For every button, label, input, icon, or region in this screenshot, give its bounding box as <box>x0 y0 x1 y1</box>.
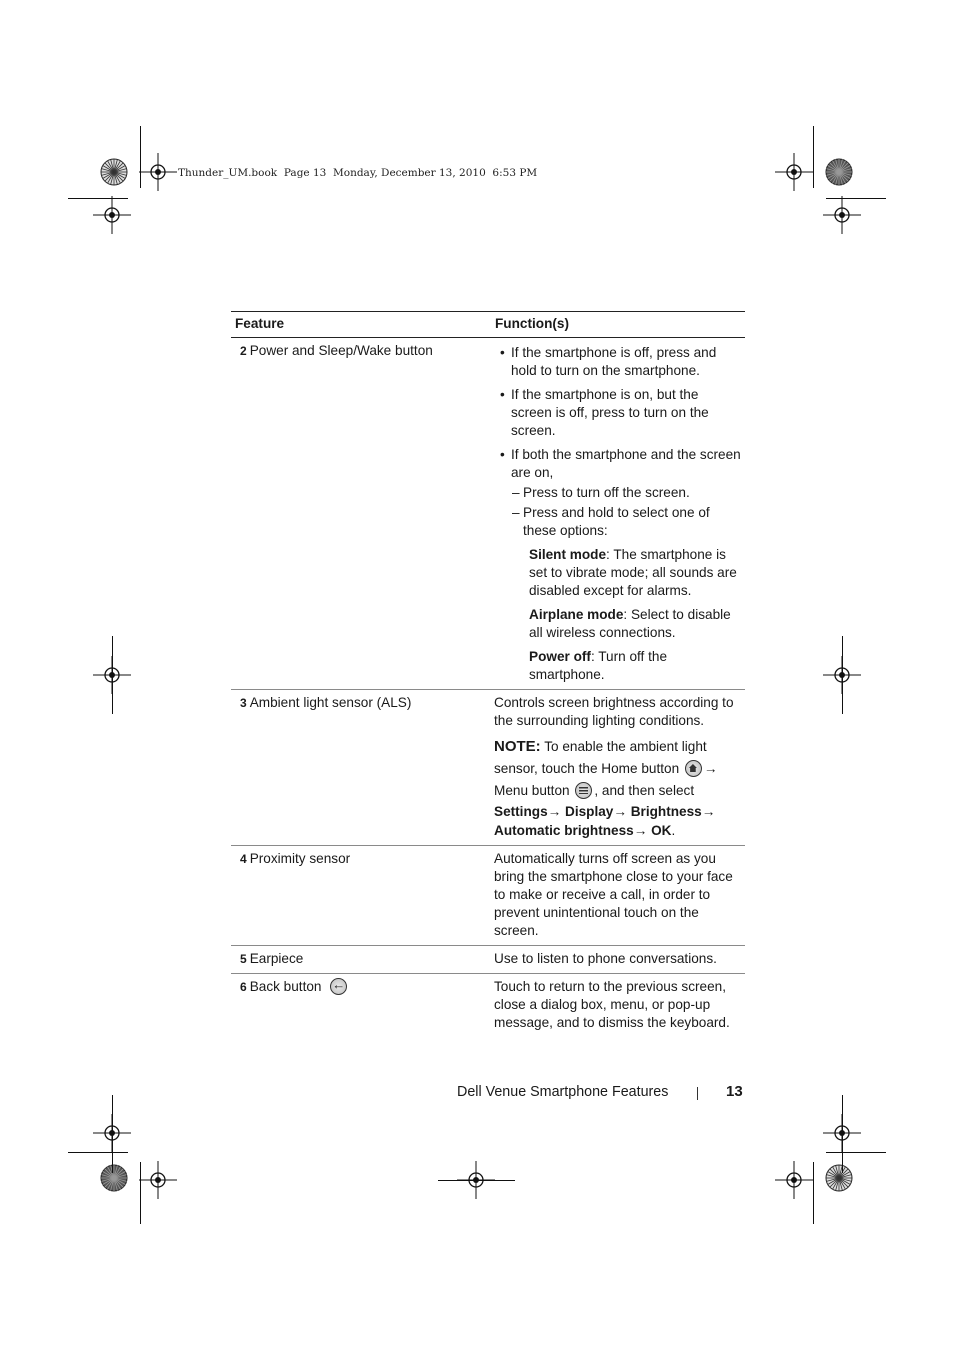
feature-name: Earpiece <box>249 951 304 966</box>
crop-mark <box>438 1180 515 1181</box>
bullet-item: • If the smartphone is off, press and hold to turn on the smartphone. <box>494 344 741 380</box>
bullet-item: • If the smartphone is on, but the screen is off, press to turn on the screen. <box>494 386 741 440</box>
option-label: Silent mode <box>529 547 607 562</box>
arrow: → <box>633 823 648 838</box>
registration-target-icon <box>774 1160 814 1200</box>
feature-number: 5 <box>240 952 247 966</box>
feature-number: 3 <box>240 696 247 710</box>
registration-target-icon <box>822 195 862 235</box>
then-text: , and then select <box>594 783 695 798</box>
bullet-item: • If both the smartphone and the screen are on, <box>494 446 741 482</box>
feature-cell <box>231 946 491 974</box>
color-wheel-icon <box>825 158 853 186</box>
arrow: → <box>703 761 718 776</box>
feature-name: Power and Sleep/Wake button <box>249 343 433 358</box>
home-icon <box>685 760 702 777</box>
color-wheel-icon <box>100 1164 128 1192</box>
option-label: Airplane mode <box>529 607 624 622</box>
path-ok: OK <box>647 823 672 838</box>
feature-cell <box>231 974 491 1038</box>
feature-number: 2 <box>240 344 247 358</box>
table-header-row <box>231 312 745 338</box>
back-arrow-icon <box>330 978 347 995</box>
table-row <box>231 690 745 846</box>
arrow: → <box>613 804 627 819</box>
function-cell: Touch to return to the previous screen, close a dialog box, menu, or pop-up message, and to dismiss the keyboard. <box>494 979 730 1030</box>
note-block <box>494 736 741 802</box>
note-text: To enable the ambient light sensor, touch the Home button <box>494 739 707 776</box>
crop-mark <box>842 636 843 714</box>
page-number: 13 <box>726 1083 743 1100</box>
footer-title: Dell Venue Smartphone Features <box>457 1084 669 1100</box>
arrow: → <box>547 804 562 819</box>
table-row <box>231 846 745 946</box>
registration-target-icon <box>138 152 178 192</box>
menu-icon <box>575 782 592 799</box>
print-slug: Thunder_UM.book Page 13 Monday, December 13, 2010 6:53 PM <box>178 167 538 179</box>
option-label: Power off <box>529 649 591 664</box>
registration-target-icon <box>92 195 132 235</box>
function-cell: Automatically turns off screen as you bring the smartphone close to your face to make or receive a call, in order to prevent unintentional touch on the screen. <box>491 846 745 946</box>
feature-name: Ambient light sensor (ALS) <box>249 695 412 710</box>
feature-cell <box>231 690 491 846</box>
crop-mark <box>826 198 886 199</box>
registration-target-icon <box>774 152 814 192</box>
note-label: NOTE: <box>494 738 541 755</box>
header-functions: Function(s) <box>491 312 745 338</box>
option-power-off <box>494 648 741 684</box>
path-automatic-brightness: Automatic brightness <box>494 823 634 838</box>
period: . <box>671 823 676 838</box>
path-brightness: Brightness <box>626 804 702 819</box>
table-row <box>231 946 745 974</box>
color-wheel-icon <box>100 158 128 186</box>
crop-mark <box>112 636 113 714</box>
feature-name: Back button <box>249 979 322 994</box>
table-row <box>231 338 745 690</box>
path-settings: Settings <box>494 804 548 819</box>
crop-mark <box>140 126 141 188</box>
feature-cell <box>231 338 491 690</box>
path-display: Display <box>561 804 614 819</box>
header-feature: Feature <box>231 312 491 338</box>
crop-mark <box>112 1095 113 1173</box>
feature-name: Proximity sensor <box>249 851 351 866</box>
arrow: → <box>701 804 716 819</box>
dash-item: – Press to turn off the screen. <box>494 484 741 502</box>
function-cell <box>491 338 745 690</box>
option-text: : The smartphone is set to vibrate mode; all sounds are disabled except for alarms. <box>529 547 737 598</box>
settings-path <box>494 802 741 840</box>
option-text: : Select to disable all wireless connections. <box>529 607 731 640</box>
crop-mark <box>842 1095 843 1173</box>
feature-number: 6 <box>240 980 247 994</box>
menu-text: Menu button <box>494 783 574 798</box>
function-cell: Use to listen to phone conversations. <box>491 946 745 974</box>
crop-mark <box>68 1152 128 1153</box>
page-footer <box>457 1083 743 1100</box>
crop-mark <box>826 1152 886 1153</box>
dash-item: – Press and hold to select one of these options: <box>494 504 741 540</box>
footer-divider <box>697 1087 698 1100</box>
function-text: Controls screen brightness according to the surrounding lighting conditions. <box>494 695 734 728</box>
function-cell <box>491 690 745 846</box>
crop-mark <box>813 126 814 188</box>
table-row <box>231 974 745 1038</box>
crop-mark <box>140 1162 141 1224</box>
feature-cell <box>231 846 491 946</box>
color-wheel-icon <box>825 1164 853 1192</box>
crop-mark <box>813 1162 814 1224</box>
option-text: : Turn off the smartphone. <box>529 649 668 682</box>
feature-number: 4 <box>240 852 247 866</box>
option-silent <box>494 546 741 600</box>
registration-target-icon <box>138 1160 178 1200</box>
option-airplane <box>494 606 741 642</box>
feature-table <box>231 311 745 1037</box>
crop-mark <box>68 198 128 199</box>
